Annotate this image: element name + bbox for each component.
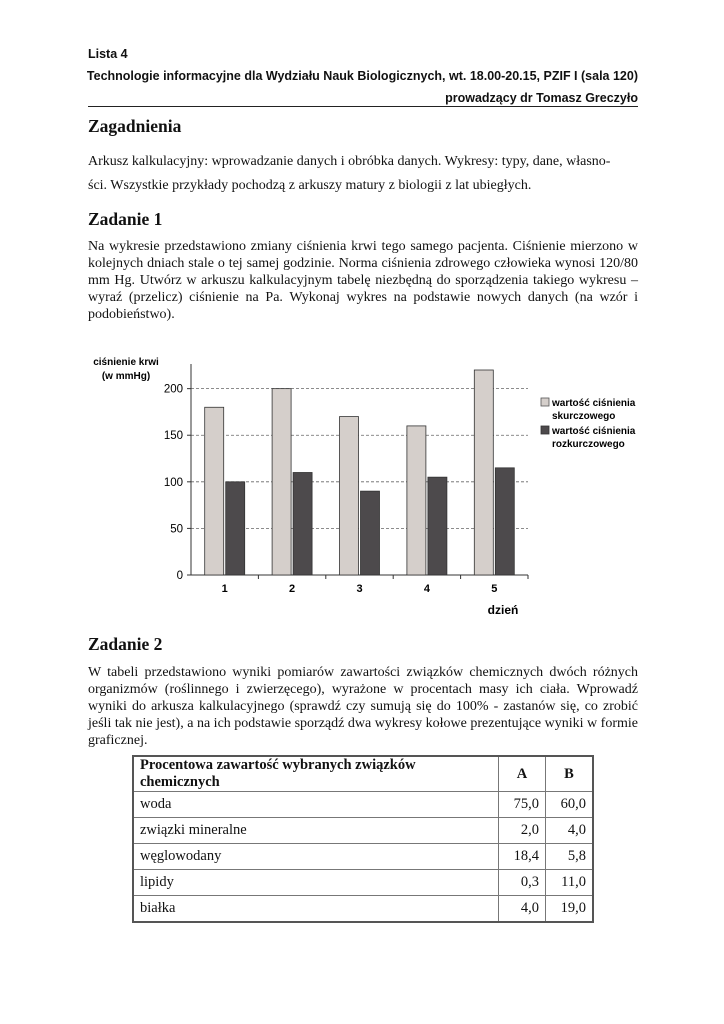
table-row [133,896,593,923]
zagadnienia-text-line1: Arkusz kalkulacyjny: wprowadzanie danych i obróbka danych. Wykresy: typy, dane, własno- [88,154,611,169]
zagadnienia-text [88,150,638,198]
table-cell-name: związki mineralne [133,818,499,844]
table-cell-b: 19,0 [546,896,594,923]
table-row [133,870,593,896]
table-cell-name: lipidy [133,870,499,896]
table-cell-name: węglowodany [133,844,499,870]
y-tick-label: 200 [163,383,183,396]
table-cell-a: 2,0 [499,818,546,844]
table-cell-b: 11,0 [546,870,594,896]
table-row [133,818,593,844]
composition-table [132,755,594,923]
bar-diastolic [293,473,312,576]
x-tick-label: 2 [289,583,296,595]
table-cell-a: 0,3 [499,870,546,896]
legend-label-systolic-line2: skurczowego [552,411,616,422]
table-cell-b: 60,0 [546,792,594,818]
x-axis-label: dzień [487,603,519,617]
bar-diastolic [495,468,514,575]
x-tick-label: 1 [221,583,228,595]
header-divider [88,106,638,107]
x-tick-label: 3 [356,583,363,595]
zadanie1-text: Na wykresie przedstawiono zmiany ciśnienia krwi tego samego pacjenta. Ciśnienie mierzono w kolejnych dniach stale o tej samej godzinie. Norma ciśnienia zdrowego człowieka wynosi 120/80 mm Hg. Utwórz w arkuszu kalkulacyjnym tabelę niezbędną do sporządzenia takiego wykresu – wyraź (przelicz) ciśnienie na Pa. Wykonaj wykres na podstawie nowych danych (na wzór i podobieństwo). [88,239,638,322]
x-ticks [222,575,528,595]
table-header-row [133,756,593,792]
bar-systolic [205,407,224,575]
blood-pressure-chart [88,348,648,620]
y-axis-label-line2: (w mmHg) [101,371,151,382]
table-row [133,792,593,818]
table-header-compound: Procentowa zawartość wybranych związków chemicznych [133,756,499,792]
y-axis-label-line1: ciśnienie krwi [93,357,159,368]
bar-systolic [474,370,493,575]
table-cell-a: 4,0 [499,896,546,923]
zadanie2-text: W tabeli przedstawiono wyniki pomiarów zawartości związków chemicznych dwóch różnych organizmów (roślinnego i zwierzęcego), wyrażone w procentach masy ich ciała. Wprowadź wyniki do arkusza kalkulacyjnego (sprawdź czy sumują się do 100% - zastanów się, co zrobić jeśli tak nie jest), a na ich podstawie sporządź dwa wykresy kołowe prezentujące wyniki w formie graficznej. [88,665,638,748]
bar-diastolic [361,491,380,575]
x-tick-label: 4 [423,583,430,595]
x-tick-label: 5 [491,583,498,595]
bar-systolic [340,417,359,575]
y-tick-label: 100 [163,476,183,489]
table-header-b: B [546,756,594,792]
legend-label-systolic-line1: wartość ciśnienia [552,398,636,409]
y-tick-label: 150 [163,430,183,443]
table-cell-name: woda [133,792,499,818]
table-cell-b: 4,0 [546,818,594,844]
y-ticks [164,384,191,582]
section-title-zadanie2: Zadanie 2 [88,634,163,654]
list-number: Lista 4 [88,47,128,61]
y-tick-label: 0 [176,570,183,582]
legend-swatch-diastolic [541,426,549,434]
course-title: Technologie informacyjne dla Wydziału Nauk Biologicznych, wt. 18.00-20.15, PZIF I (sala 120) [86,69,638,83]
chart-legend [541,398,636,450]
y-tick-label: 50 [170,523,183,536]
legend-label-diastolic-line2: rozkurczowego [552,439,625,450]
bar-diastolic [428,477,447,575]
zagadnienia-text-line2: ści. Wszystkie przykłady pochodzą z arkuszy matury z biologii z lat ubiegłych. [88,178,532,193]
chart-bars [205,370,515,575]
legend-swatch-systolic [541,398,549,406]
section-title-zagadnienia: Zagadnienia [88,116,182,136]
bar-diastolic [226,482,245,575]
bar-systolic [407,426,426,575]
table-row [133,844,593,870]
legend-label-diastolic-line1: wartość ciśnienia [552,426,636,437]
table-cell-a: 18,4 [499,844,546,870]
bar-systolic [272,389,291,575]
table-header-a: A [499,756,546,792]
instructor: prowadzący dr Tomasz Greczyło [445,91,638,105]
table-cell-a: 75,0 [499,792,546,818]
table-cell-b: 5,8 [546,844,594,870]
table-cell-name: białka [133,896,499,923]
section-title-zadanie1: Zadanie 1 [88,209,163,229]
